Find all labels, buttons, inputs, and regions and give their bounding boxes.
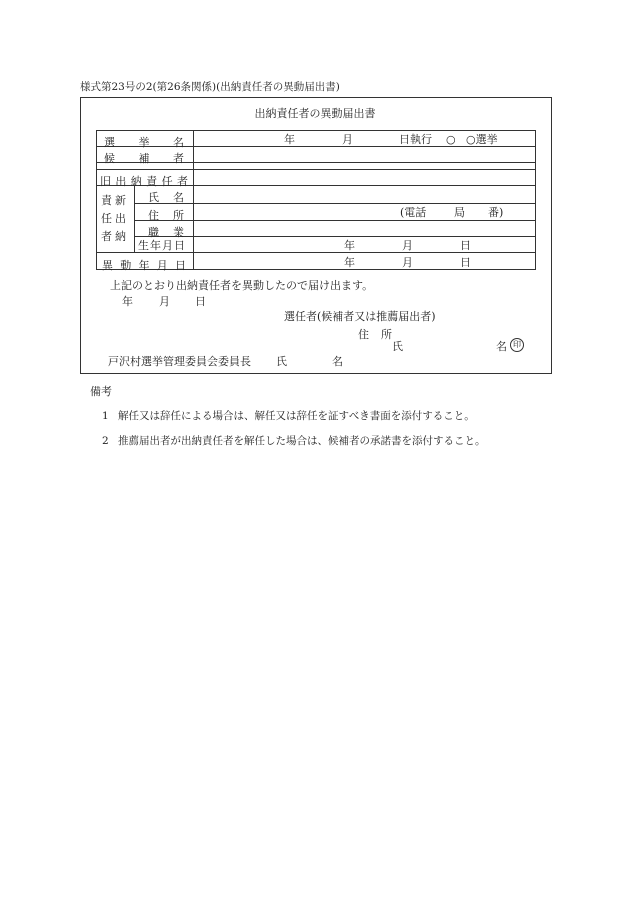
- occupation-label: [148, 224, 184, 240]
- dob-year: 年: [344, 239, 355, 252]
- label-char: 月: [156, 259, 168, 272]
- label-char: 候: [104, 152, 115, 165]
- form-title: 出納責任者の異動届出書: [254, 107, 376, 120]
- election-circle: ○: [446, 133, 456, 146]
- new-treasurer-label-1: 責新: [101, 194, 129, 207]
- old-treasurer-label: [100, 173, 188, 189]
- election-month: 月: [342, 133, 353, 146]
- phone-open: (電話: [400, 206, 427, 219]
- appointer-name-mei: 名: [496, 340, 507, 353]
- appointer-label: 選任者(候補者又は推薦届出者): [284, 310, 436, 323]
- appointer-name-shi: 氏: [392, 340, 403, 353]
- label-char: 出: [115, 175, 127, 188]
- new-treasurer-label-2: 任出: [101, 212, 129, 225]
- dob-day: 日: [460, 239, 471, 252]
- label-char: 名: [173, 191, 184, 204]
- note-text: 推薦届出者が出納責任者を解任した場合は、候補者の承諾書を添付すること。: [118, 435, 486, 447]
- label-char: 納: [130, 175, 142, 188]
- label-char: 住: [148, 209, 159, 222]
- label-char: 者: [173, 152, 184, 165]
- label-char: 旧: [100, 175, 111, 188]
- address-label: [148, 207, 184, 223]
- notes-heading: 備考: [90, 385, 112, 398]
- change-year: 年: [344, 256, 355, 269]
- addressee: 戸沢村選挙管理委員会委員長: [108, 355, 251, 368]
- label-char: 動: [120, 259, 132, 272]
- seal-mark: 印: [510, 338, 524, 352]
- change-date-label: [102, 257, 186, 273]
- change-day: 日: [460, 256, 471, 269]
- label-char: 年: [138, 259, 150, 272]
- label-char: 所: [381, 328, 392, 341]
- dob-label: 生年月日: [138, 239, 186, 252]
- dob-month: 月: [402, 239, 413, 252]
- date-day: 日: [195, 295, 206, 308]
- label-char: 所: [173, 209, 184, 222]
- label-char: 挙: [138, 136, 150, 149]
- election-type: ○選挙: [466, 133, 498, 146]
- label-char: 職: [148, 226, 159, 239]
- candidate-label: [104, 150, 184, 166]
- phone-kyoku: 局: [454, 206, 465, 219]
- label-char: 住: [358, 328, 369, 341]
- election-year: 年: [284, 133, 295, 146]
- date-year: 年: [122, 295, 133, 308]
- change-month: 月: [402, 256, 413, 269]
- declaration-text: 上記のとおり出納責任者を異動したので届け出ます。: [110, 279, 374, 292]
- date-month: 月: [159, 295, 170, 308]
- note-text: 解任又は辞任による場合は、解任又は辞任を証すべき書面を添付すること。: [118, 410, 475, 422]
- label-char: 名: [173, 136, 184, 149]
- note-number: 1: [102, 410, 109, 422]
- label-char: 日: [175, 259, 186, 272]
- appointer-address-label: [358, 326, 392, 342]
- phone-ban: 番): [488, 206, 504, 219]
- name-label: [148, 189, 184, 205]
- election-name-label: [104, 134, 184, 150]
- label-char: 業: [173, 226, 184, 239]
- label-char: 任: [161, 175, 173, 188]
- form-caption: 様式第23号の2(第26条関係)(出納責任者の異動届出書): [80, 81, 340, 93]
- election-execution-day: 日執行: [399, 133, 432, 146]
- label-char: 異: [102, 259, 113, 272]
- addressee-shi: 氏: [276, 355, 287, 368]
- label-char: 氏: [148, 191, 159, 204]
- label-char: 者: [176, 175, 188, 188]
- new-treasurer-label-3: 者納: [101, 230, 129, 243]
- addressee-mei: 名: [332, 355, 343, 368]
- label-char: 選: [104, 136, 115, 149]
- label-char: 責: [146, 175, 158, 188]
- label-char: 補: [138, 152, 150, 165]
- note-number: 2: [102, 435, 109, 447]
